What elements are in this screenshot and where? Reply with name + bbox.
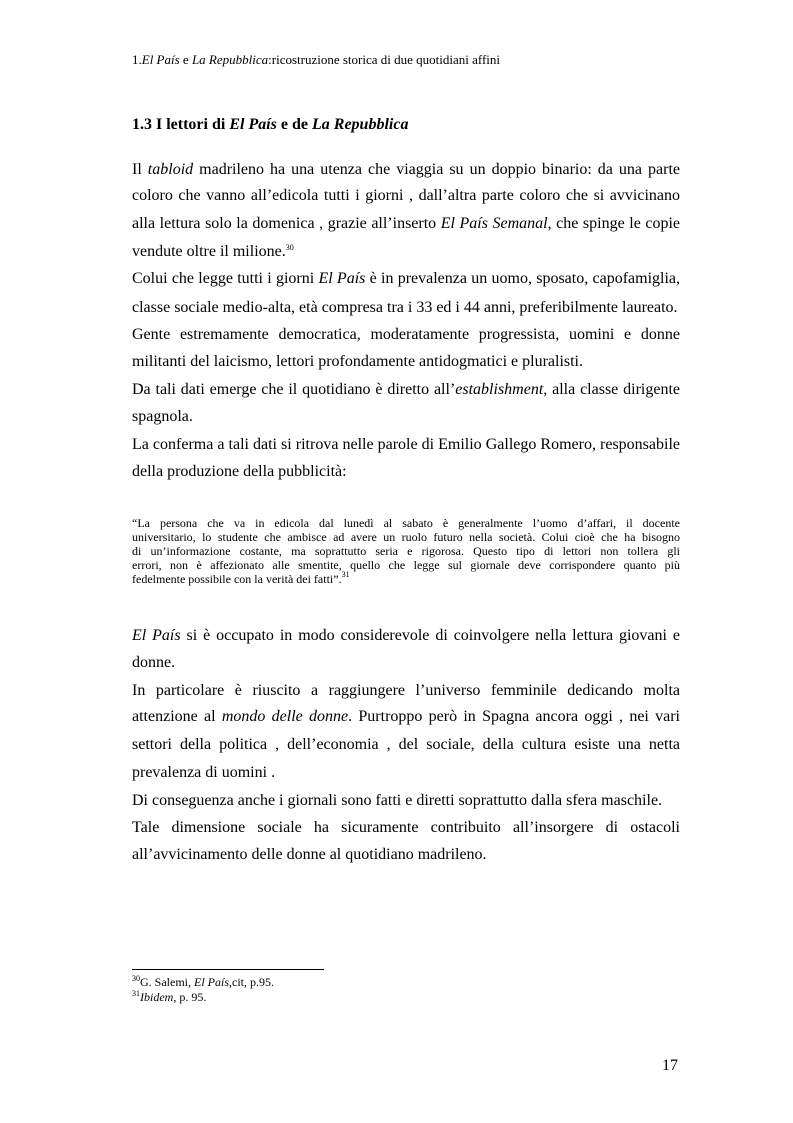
paragraph-line: Gente estremamente democratica, moderatamente progressista, uomini e donne	[132, 326, 680, 343]
paragraph-line: Il tabloid madrileno ha una utenza che viaggia su un doppio binario: da una parte	[132, 161, 680, 178]
footnote: $^{31}$Ibidem, p. 95.	[132, 989, 207, 1004]
footnote-ref: 31	[341, 570, 350, 579]
paragraph-line: Di conseguenza anche i giornali sono fatti e diretti soprattutto dalla sfera maschile.	[132, 792, 663, 809]
section-heading: 1.3 I lettori di El País e de La Repubblica	[132, 116, 409, 133]
paragraph-line: settori della politica , dell’economia , del sociale, della cultura esiste una netta	[132, 736, 680, 753]
quote-line: errori, non è affezionato alle smentite, quello che legge sul giornale deve corrispondere quanto più	[132, 558, 680, 572]
quote-line: “La persona che va in edicola dal lunedì al sabato è generalmente l’uomo d’affari, il docente	[132, 516, 680, 530]
paragraph-line: coloro che vanno all’edicola tutti i giorni , dall’altra parte coloro che si avvicinano	[132, 187, 680, 204]
paragraph-line: Tale dimensione sociale ha sicuramente contribuito all’insorgere di ostacoli	[132, 819, 680, 836]
paragraph-line: attenzione al mondo delle donne. Purtroppo però in Spagna ancora oggi , nei vari	[132, 708, 680, 725]
paragraph-line: El País si è occupato in modo considerevole di coinvolgere nella lettura giovani e	[132, 627, 680, 644]
quote-line: universitario, lo studente che ambisce ad avere un ruolo futuro nella società. Colui cioè che ha bisogno	[132, 530, 680, 544]
paragraph-line: all’avvicinamento delle donne al quotidiano madrileno.	[132, 846, 487, 863]
paragraph-line: In particolare è riuscito a raggiungere l’universo femminile dedicando molta	[132, 682, 680, 699]
paragraph-line: prevalenza di uomini .	[132, 764, 276, 781]
footnote-divider	[132, 969, 324, 970]
paragraph-line: Da tali dati emerge che il quotidiano è diretto all’establishment, alla classe dirigente	[132, 381, 680, 398]
quote-line: di un’informazione costante, ma soprattutto seria e rigorosa. Questo tipo di lettori non tollera gli	[132, 544, 680, 558]
paragraph-line: vendute oltre il milione.$^{30}$	[132, 243, 294, 260]
running-header: 1.El País e La Repubblica:ricostruzione storica di due quotidiani affini	[132, 52, 501, 67]
footnote-ref: 30	[285, 243, 294, 252]
paragraph-line: classe sociale medio-alta, età compresa tra i 33 ed i 44 anni, preferibilmente laureato.	[132, 299, 678, 316]
paragraph-line: donne.	[132, 654, 176, 671]
paragraph-line: spagnola.	[132, 408, 193, 425]
quote-line: fedelmente possibile con la verità dei fatti”.$^{31}$	[132, 570, 350, 586]
paragraph-line: alla lettura solo la domenica , grazie all’inserto El País Semanal, che spinge le copie	[132, 215, 680, 232]
page-number: 17	[662, 1057, 678, 1074]
footnote: $^{30}$G. Salemi, El País,cit, p.95.	[132, 974, 274, 989]
paragraph-line: della produzione della pubblicità:	[132, 463, 347, 480]
paragraph-line: La conferma a tali dati si ritrova nelle parole di Emilio Gallego Romero, responsabile	[132, 436, 680, 453]
paragraph-line: militanti del laicismo, lettori profondamente antidogmatici e pluralisti.	[132, 353, 583, 370]
paragraph-line: Colui che legge tutti i giorni El País è in prevalenza un uomo, sposato, capofamiglia,	[132, 270, 680, 287]
